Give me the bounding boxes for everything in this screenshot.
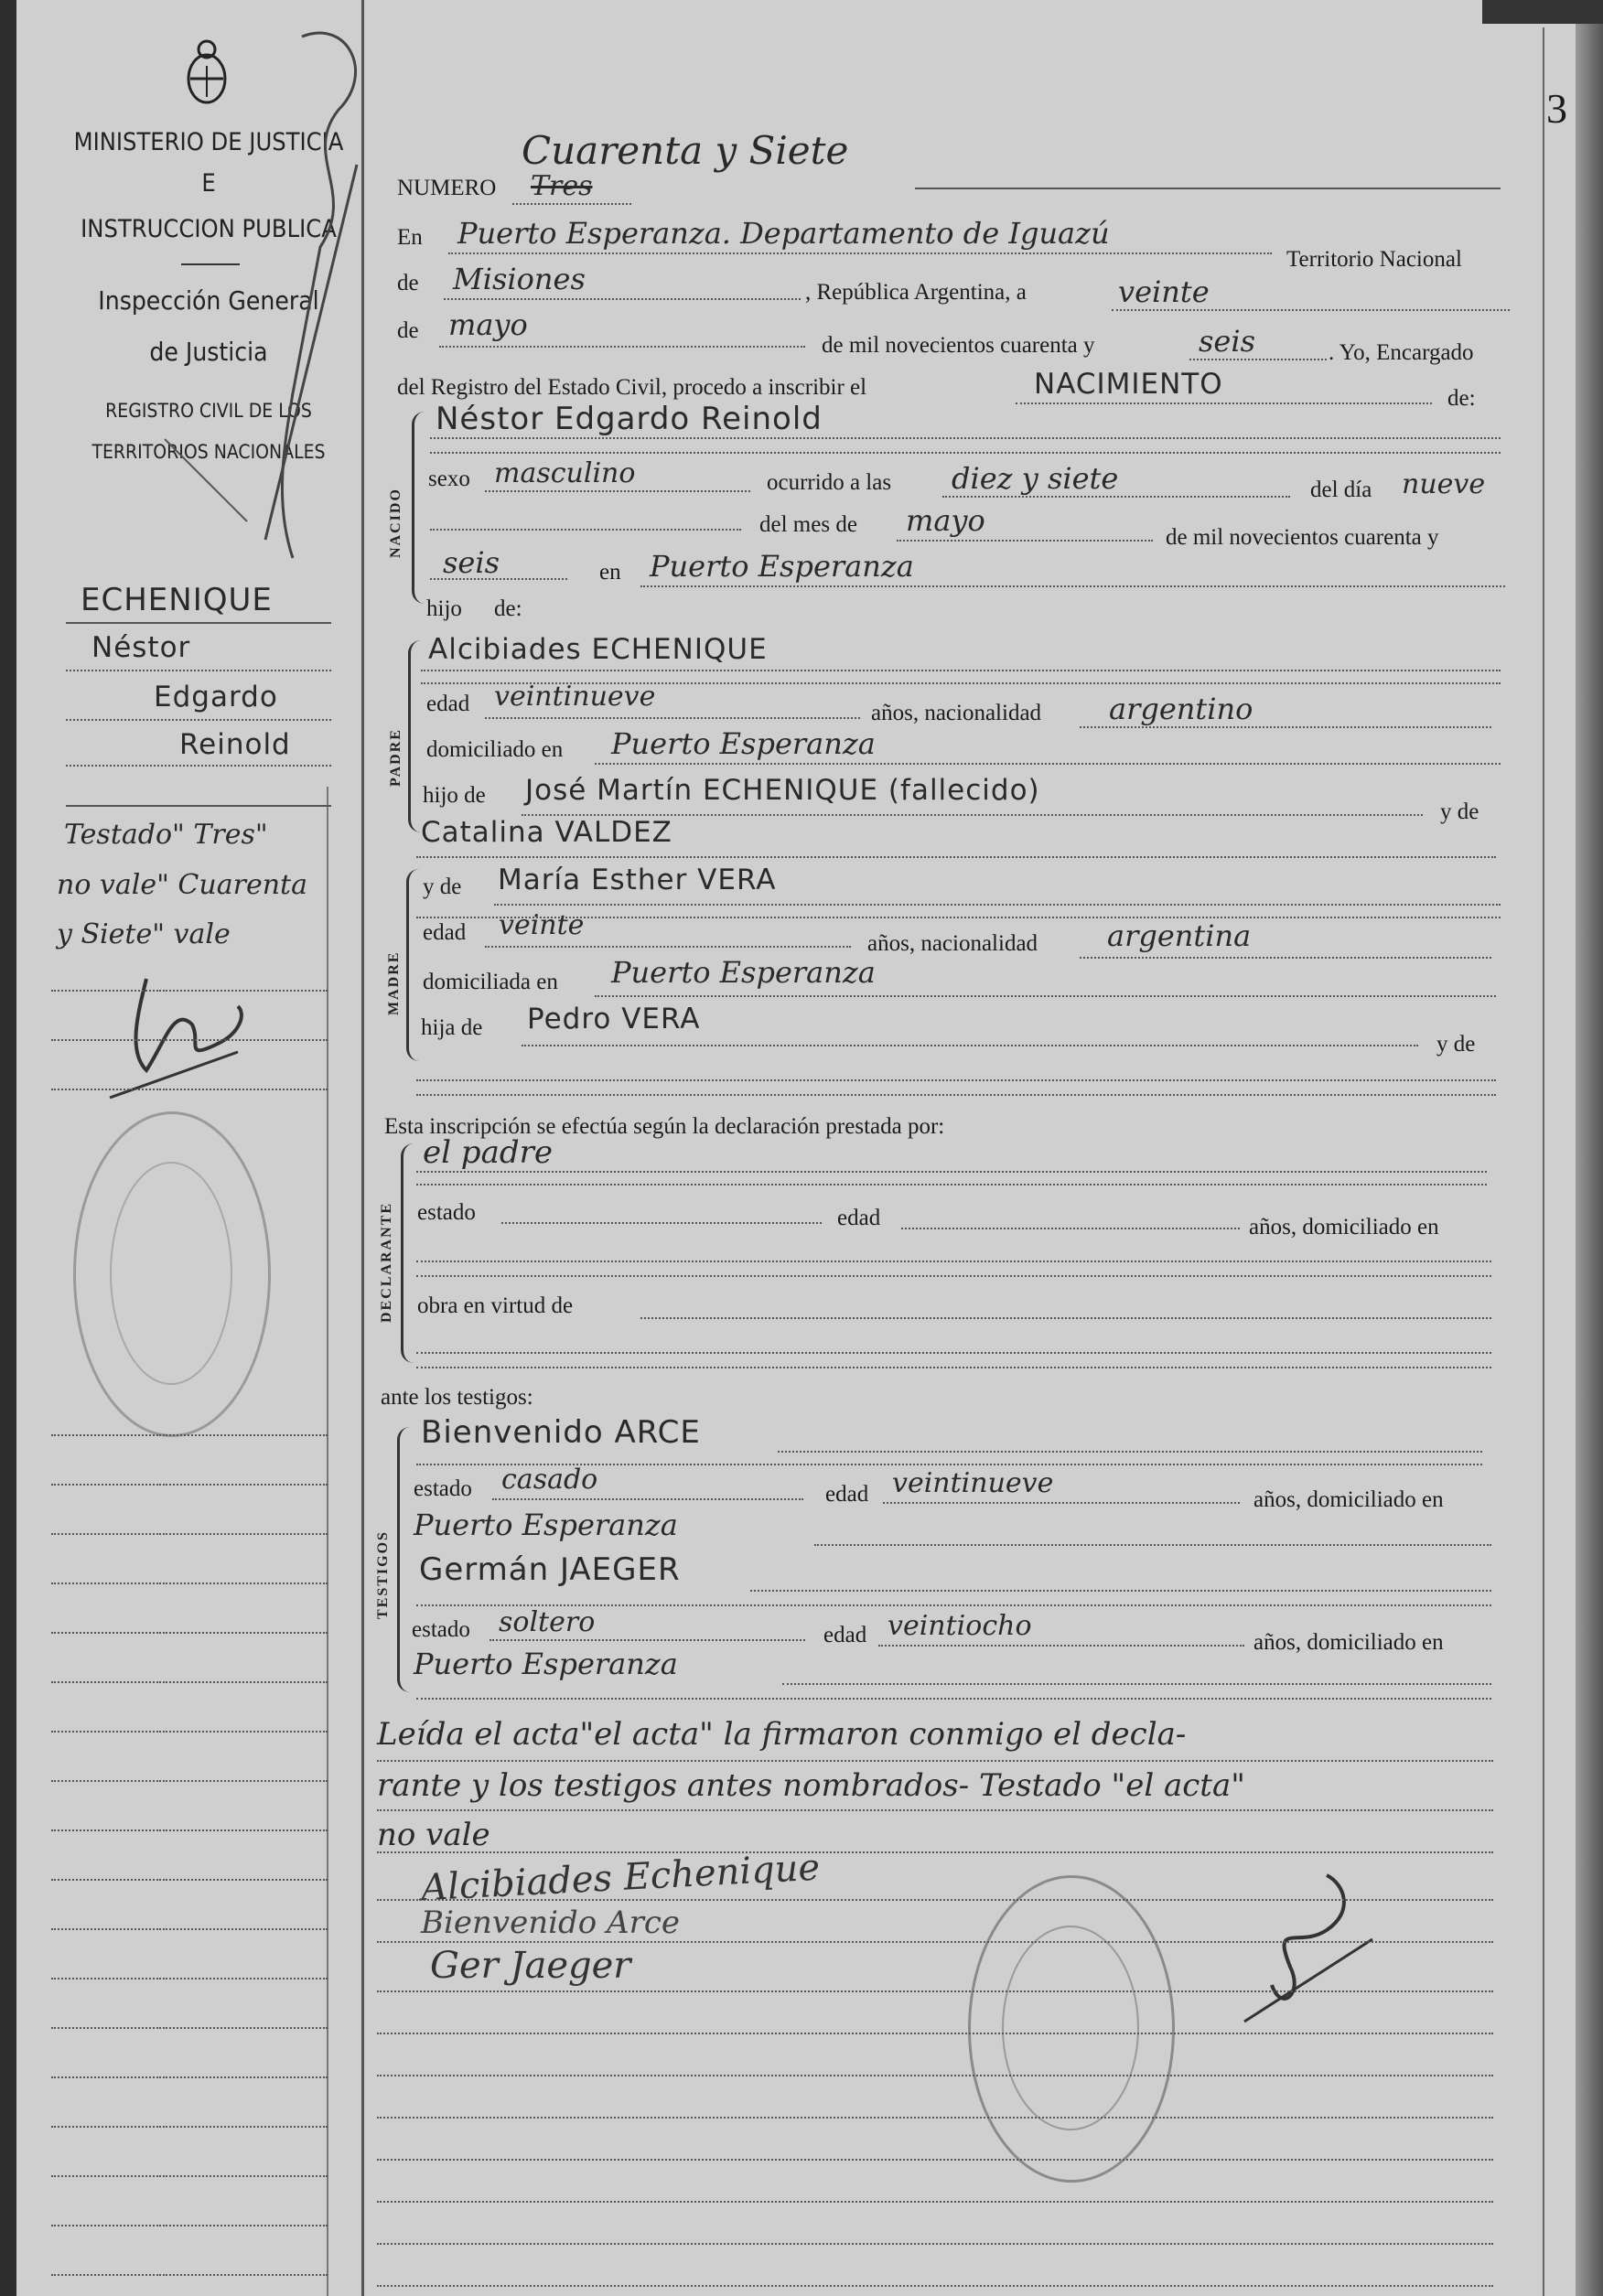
ruled-line [377, 2075, 1493, 2076]
ocurrido-label: ocurrido a las [767, 470, 892, 495]
padre-nationality: argentino [1109, 692, 1253, 726]
ruled-line [51, 2076, 161, 2078]
ruled-line [163, 1484, 328, 1486]
ruled-line [51, 1434, 161, 1436]
birth-place: Puerto Esperanza [650, 549, 914, 584]
margin-surname: ECHENIQUE [81, 582, 273, 618]
ruled-line [51, 1533, 161, 1535]
ruled-line [51, 2126, 161, 2128]
ruled-line [51, 1978, 161, 1979]
inspection-line-1: Inspección General [98, 285, 319, 316]
right-edge [1576, 0, 1603, 2296]
obra-label: obra en virtud de [417, 1293, 574, 1318]
ruled-line [51, 2027, 161, 2029]
declarante-dom-label: años, domiciliado en [1249, 1215, 1439, 1239]
ruled-line [377, 2285, 1493, 2287]
closing-line-1: Leída el acta"el acta" la firmaron conmigo el decla- [377, 1716, 1187, 1753]
margin-inner-divider [327, 787, 328, 2296]
ruled-line [51, 2274, 161, 2276]
padre-nac-label: años, nacionalidad [871, 701, 1042, 725]
sexo-label: sexo [428, 467, 470, 491]
ruled-line [51, 1632, 161, 1634]
witness2-name: Germán JAEGER [419, 1551, 681, 1588]
en-label: En [397, 225, 423, 250]
closing-line-3: no vale [377, 1817, 490, 1853]
page-number: 3 [1546, 85, 1567, 132]
year-label: de mil novecientos cuarenta y [822, 333, 1095, 358]
madre-age: veinte [499, 909, 585, 941]
testigos-label: TESTIGOS [375, 1530, 391, 1619]
madre-nationality: argentina [1107, 918, 1252, 953]
witness2-estado: soltero [499, 1606, 596, 1638]
closing-line-2: rante y los testigos antes nombrados- Testado "el acta" [377, 1767, 1245, 1804]
margin-signature [101, 960, 265, 1107]
madre-label: MADRE [386, 950, 402, 1015]
margin-given-3: Reinold [179, 728, 291, 761]
ruled-line [163, 1039, 328, 1041]
ruled-line [377, 2243, 1493, 2245]
record-province: Misiones [453, 262, 586, 296]
right-divider [1543, 27, 1544, 2296]
madre-y-de-label-2: y de [1436, 1032, 1476, 1057]
madre-father: Pedro VERA [527, 1003, 701, 1035]
witness1-estado: casado [501, 1464, 598, 1496]
declarante-value: el padre [423, 1134, 553, 1171]
top-edge [1482, 0, 1603, 24]
signature-1: Alcibiades Echenique [420, 1846, 822, 1910]
padre-y-de-label: y de [1440, 799, 1479, 824]
padre-hijo-de-label: hijo de [423, 783, 486, 808]
ruled-line [163, 1583, 328, 1584]
declarante-estado-label: estado [417, 1200, 476, 1225]
padre-label: PADRE [388, 728, 403, 787]
ruled-line [163, 1928, 328, 1930]
ministry-line-2: E [201, 169, 216, 198]
ministry-line-1: MINISTERIO DE JUSTICIA [73, 128, 344, 156]
witness1-estado-label: estado [414, 1476, 472, 1501]
birth-year: seis [443, 545, 500, 580]
registry-line-2: TERRITORIOS NACIONALES [91, 441, 326, 463]
ruled-line [163, 1632, 328, 1634]
ruled-line [51, 990, 161, 992]
en-label-birth: en [599, 560, 621, 585]
del-dia-label: del día [1310, 477, 1372, 502]
ruled-line [163, 1089, 328, 1090]
ruled-line [163, 2027, 328, 2029]
madre-y-de-label: y de [423, 874, 462, 899]
republica-label: , República Argentina, a [805, 280, 1027, 305]
ruled-line [51, 1681, 161, 1683]
de-label-province: de [397, 271, 419, 295]
ruled-line [163, 2274, 328, 2276]
inspection-line-2: de Justicia [149, 337, 268, 367]
ruled-line [51, 1829, 161, 1831]
ruled-line [51, 1039, 161, 1041]
record-place: Puerto Esperanza. Departamento de Iguazú [457, 216, 1110, 251]
margin-note-1: Testado" Tres" [64, 819, 268, 851]
witness2-edad-label: edad [823, 1623, 867, 1647]
ruled-line [163, 2076, 328, 2078]
ruled-line [163, 1681, 328, 1683]
madre-dom-label: domiciliada en [423, 970, 558, 994]
ruled-line [163, 1731, 328, 1733]
declarante-edad-label: edad [837, 1206, 881, 1230]
hijo-suffix: de: [494, 596, 522, 621]
ruled-line [163, 2175, 328, 2177]
witness2-residence: Puerto Esperanza [414, 1647, 678, 1681]
testigos-intro: ante los testigos: [381, 1385, 533, 1410]
witness2-dom-label: años, domiciliado en [1253, 1630, 1444, 1655]
hijo-label: hijo [426, 596, 462, 621]
margin-note-2: no vale" Cuarenta [57, 869, 307, 901]
signature-2: Bienvenido Arce [421, 1904, 680, 1941]
nacido-label: NACIDO [388, 488, 403, 558]
madre-edad-label: edad [423, 920, 467, 945]
madre-hija-de-label: hija de [421, 1015, 483, 1040]
birth-month: mayo [906, 503, 985, 538]
record-day: veinte [1118, 274, 1210, 309]
ruled-line [163, 1978, 328, 1979]
ruled-line [51, 1731, 161, 1733]
witness1-edad-label: edad [825, 1482, 869, 1507]
ruled-line [163, 1879, 328, 1881]
ruled-line [163, 1829, 328, 1831]
del-mes-label: del mes de [759, 512, 857, 537]
declarante-intro: Esta inscripción se efectúa según la declaración prestada por: [384, 1114, 945, 1139]
numero-value: Cuarenta y Siete [522, 128, 849, 173]
ruled-line [163, 990, 328, 992]
nacido-name: Néstor Edgardo Reinold [436, 401, 823, 437]
ruled-line [163, 1434, 328, 1436]
numero-struck: Tres [531, 170, 593, 202]
ruled-line [377, 2033, 1493, 2034]
margin-stamp-inner [110, 1162, 232, 1385]
encargado-label: . Yo, Encargado [1329, 340, 1474, 365]
padre-edad-label: edad [426, 692, 470, 716]
birth-day: nueve [1402, 468, 1486, 500]
sexo-value: masculino [494, 457, 636, 489]
madre-nac-label: años, nacionalidad [867, 931, 1038, 956]
declarante-label: DECLARANTE [379, 1201, 394, 1323]
ruled-line [51, 2175, 161, 2177]
ruled-line [51, 2225, 161, 2226]
ruled-line [51, 1583, 161, 1584]
witness1-dom-label: años, domiciliado en [1253, 1487, 1444, 1512]
padre-dom-label: domiciliado en [426, 737, 564, 762]
witness1-name: Bienvenido ARCE [421, 1414, 701, 1451]
registrar-signature [1217, 1857, 1400, 2067]
ruled-line [377, 2117, 1493, 2119]
witness1-residence: Puerto Esperanza [414, 1507, 678, 1542]
margin-note-3: y Siete" vale [57, 918, 231, 950]
header-flourish [137, 9, 412, 576]
territorio-label: Territorio Nacional [1286, 247, 1462, 272]
ruled-line [163, 2225, 328, 2226]
padre-name: Alcibiades ECHENIQUE [428, 633, 768, 666]
witness2-age: veintiocho [888, 1610, 1032, 1642]
act-type: NACIMIENTO [1034, 368, 1223, 401]
ruled-line [377, 2201, 1493, 2203]
margin-given-1: Néstor [91, 631, 191, 664]
ruled-line [51, 1089, 161, 1090]
de-label-month: de [397, 318, 419, 343]
witness1-age: veintinueve [892, 1467, 1054, 1499]
main-stamp-inner [1002, 1926, 1139, 2130]
padre-residence: Puerto Esperanza [611, 726, 876, 761]
record-year: seis [1199, 324, 1256, 359]
birth-year-label: de mil novecientos cuarenta y [1166, 525, 1439, 550]
numero-label: NUMERO [397, 176, 497, 200]
margin-given-2: Edgardo [154, 681, 278, 713]
ruled-line [163, 1780, 328, 1782]
ruled-line [377, 1990, 1493, 1992]
registro-label: del Registro del Estado Civil, procedo a inscribir el [397, 375, 867, 400]
madre-residence: Puerto Esperanza [611, 955, 876, 990]
binding-edge [0, 0, 16, 2296]
padre-father: José Martín ECHENIQUE (fallecido) [525, 774, 1040, 807]
ruled-line [51, 1879, 161, 1881]
registry-line-1: REGISTRO CIVIL DE LOS [105, 400, 312, 422]
ruled-line [51, 1484, 161, 1486]
ruled-line [51, 1928, 161, 1930]
ministry-line-3: INSTRUCCION PUBLICA [81, 215, 337, 243]
ruled-line [163, 1533, 328, 1535]
ruled-line [163, 2126, 328, 2128]
signature-3: Ger Jaeger [430, 1945, 631, 1987]
witness2-estado-label: estado [412, 1617, 470, 1642]
madre-name: María Esther VERA [498, 864, 777, 896]
padre-mother: Catalina VALDEZ [421, 816, 672, 849]
record-month: mayo [448, 307, 528, 342]
de-colon: de: [1447, 386, 1476, 411]
padre-age: veintinueve [494, 681, 656, 713]
ruled-line [377, 2159, 1493, 2161]
ruled-line [51, 1780, 161, 1782]
hour-value: diez y siete [952, 461, 1119, 496]
